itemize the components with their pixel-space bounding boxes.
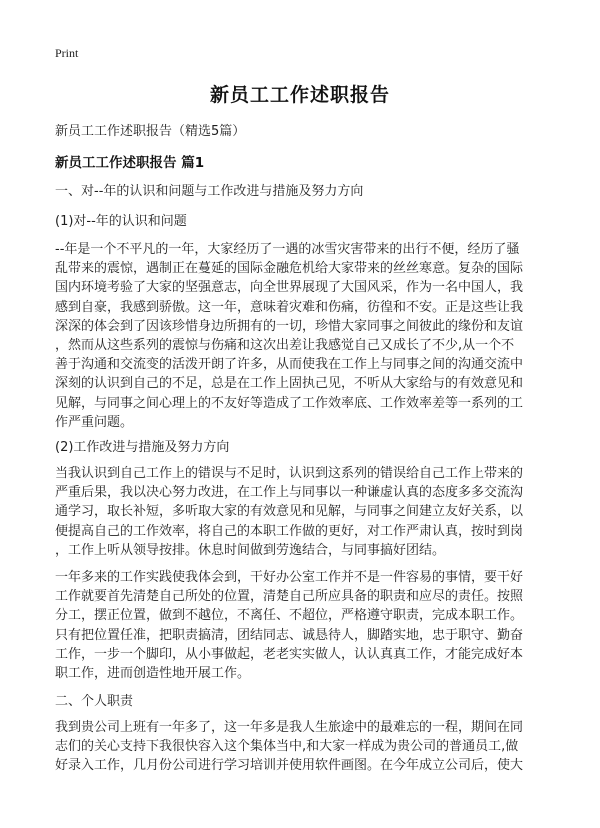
text-line: 只有把位置任准，把职责搞清，团结同志、诚恳待人，脚踏实地，忠于职守、勤奋 xyxy=(55,627,524,643)
text-line: 职工作，进而创造性地开展工作。 xyxy=(55,665,251,681)
paragraph-2 xyxy=(55,464,545,560)
paragraph-1 xyxy=(55,240,545,432)
text-line: 严重后果，我以决心努力改进，在工作上与同事以一种谦虚认真的态度多多交流沟 xyxy=(55,485,524,501)
text-line: 作严重问题。 xyxy=(55,414,134,430)
paragraph-4 xyxy=(55,718,545,776)
text-line: 分工，摆正位置，做到不越位，不离任、不超位，严格遵守职责，完成本职工作。 xyxy=(55,608,524,624)
text-line: ，工作上听从领导按排。休息时间做到劳逸结合，与同事搞好团结。 xyxy=(55,542,446,558)
text-line: 国内环境考验了大家的坚强意志，向全世界展现了大国风采，作为一名中国人，我 xyxy=(55,280,524,296)
text-line: 工作，一步一个脚印，从小事做起，老老实实做人，认认真真工作，才能完成好本 xyxy=(55,646,524,662)
paragraph-3 xyxy=(55,568,545,683)
section-title: 新员工工作述职报告 篇1 xyxy=(55,155,205,171)
text-line: 当我认识到自己工作上的错误与不足时，认识到这系列的错误给自己工作上带来的 xyxy=(55,466,524,481)
text-line: ，然而从这些系列的震惊与伤痛和这次出差让我感觉自己又成长了不少,从一个不 xyxy=(55,337,515,353)
text-line: 一年多来的工作实践使我体会到，干好办公室工作并不是一件容易的事情，要干好 xyxy=(55,570,524,585)
text-line: 通学习，取长补短，多听取大家的有效意见和见解，与同事之间建立友好关系，以 xyxy=(55,504,524,520)
text-line: --年是一个不平凡的一年，大家经历了一遇的冰雪灾害带来的出行不便，经历了骚 xyxy=(55,242,520,257)
subheading-2: (2)工作改进与措施及努力方向 xyxy=(55,440,230,455)
text-line: 志们的关心支持下我很快容入这个集体当中,和大家一样成为贵公司的普通员工,做 xyxy=(55,739,519,755)
text-line: 善于沟通和交流变的活泼开朗了许多，从而使我在工作上与同事之间的沟通交流中 xyxy=(55,357,524,373)
heading-1: 一、对--年的认识和问题与工作改进与措施及努力方向 xyxy=(55,184,364,199)
page-title: 新员工工作述职报告 xyxy=(209,84,390,106)
text-line: 乱带来的震惊，遇制正在蔓延的国际金融危机给大家带来的丝丝寒意。复杂的国际 xyxy=(55,261,524,277)
subtitle: 新员工工作述职报告（精选5篇） xyxy=(55,124,246,139)
print-label[interactable]: Print xyxy=(55,46,79,60)
text-line: 深刻的认识到自己的不足，总是在工作上固执己见，不听从大家给与的有效意见和 xyxy=(55,376,524,392)
subheading-1: (1)对--年的认识和问题 xyxy=(55,214,187,229)
text-line: 好录入工作，几月份公司进行学习培训并使用软件画图。在今年成立公司后，使大 xyxy=(55,758,524,774)
text-line: 感到自豪，我感到骄傲。这一年，意味着灾难和伤痛，彷徨和不安。正是这些让我 xyxy=(55,299,524,315)
text-line: 便提高自己的工作效率，将自己的本职工作做的更好，对工作严肃认真，按时到岗 xyxy=(55,523,524,539)
text-line: 见解，与同事之间心理上的不友好等造成了工作效率底、工作效率差等一系列的工 xyxy=(55,395,524,411)
text-line: 工作就要首先清楚自己所处的位置，清楚自己所应具备的职责和应尽的责任。按照 xyxy=(55,589,524,605)
text-line: 我到贵公司上班有一年多了，这一年多是我人生旅途中的最难忘的一程，期间在同 xyxy=(55,720,524,735)
heading-2: 二、个人职责 xyxy=(55,694,134,709)
text-line: 深深的体会到了因该珍惜身边所拥有的一切，珍惜大家同事之间彼此的缘份和友谊 xyxy=(55,318,524,334)
